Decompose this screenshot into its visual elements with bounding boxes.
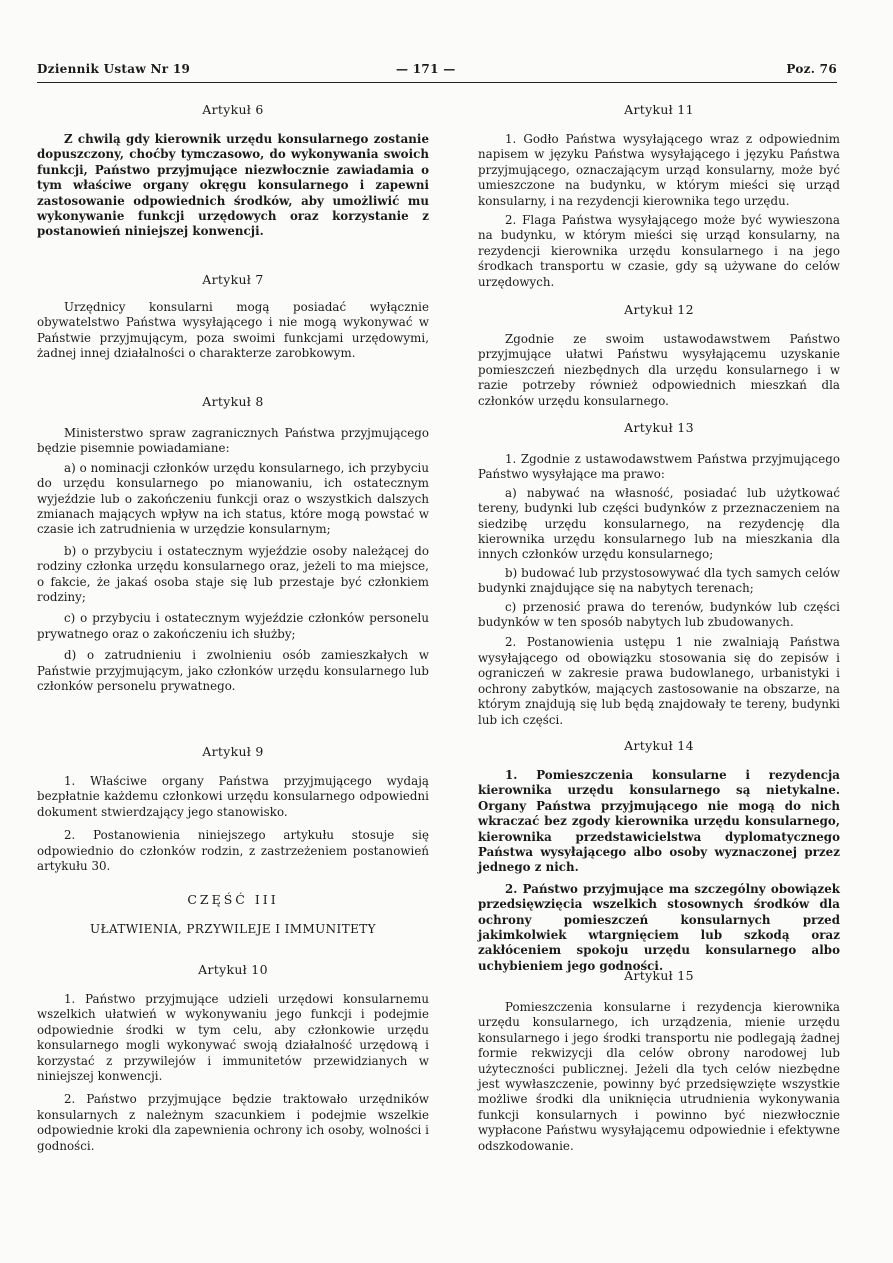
article-title: Artykuł 15: [624, 968, 694, 983]
article-13: [478, 420, 840, 435]
part-heading: [37, 892, 429, 907]
article-10-body: [37, 992, 429, 1154]
article-14: [478, 738, 840, 753]
article-title: Artykuł 11: [624, 102, 694, 117]
list-item: c) przenosić prawa do terenów, budynków lub części budynków w ten sposób nabytych lub zbudowanych.: [478, 599, 840, 630]
article-8-body: [37, 426, 429, 695]
list-item: b) o przybyciu i ostatecznym wyjeździe osoby należącej do rodziny członka urzędu konsularnego oraz, jeżeli to ma miejsce, o fakcie, że jakaś osoba staje się lub przestaje być członkiem rodziny;: [37, 543, 429, 605]
article-11: [478, 102, 840, 117]
list-item: a) o nominacji członków urzędu konsularnego, ich przybyciu do urzędu konsularnego po mianowaniu, ich ostatecznym wyjeździe lub o zakończeniu funkcji oraz o wszystkich dalszych zmianach mających wpływ na ich status, które mogą powstać w czasie ich zatrudnienia w urzędzie konsularnym;: [37, 460, 429, 537]
article-11-body: [478, 132, 840, 290]
article-14-body: [478, 768, 840, 974]
article-9: [37, 744, 429, 759]
article-15: [478, 968, 840, 983]
article-7-body: [37, 300, 429, 362]
article-title: Artykuł 14: [624, 738, 694, 753]
paragraph: 1. Zgodnie z ustawodawstwem Państwa przyjmującego Państwo wysyłające ma prawo:: [478, 452, 840, 482]
article-9-body: [37, 774, 429, 874]
article-6-body: [37, 132, 429, 240]
journal-title: Dziennik Ustaw Nr 19: [37, 62, 191, 76]
article-13-body: [478, 452, 840, 728]
article-title: Artykuł 13: [624, 420, 694, 435]
position-number: Poz. 76: [786, 62, 837, 76]
paragraph: 1. Godło Państwa wysyłającego wraz z odpowiednim napisem w języku Państwa wysyłającego i języku Państwa przyjmującego, oznaczającym urząd konsularny, może być umieszczone na budynku, w którym mieści się urząd konsularny, i na rezydencji kierownika tego urzędu.: [478, 132, 840, 208]
list-item: b) budować lub przystosowywać dla tych samych celów budynki znajdujące się na nabytych terenach;: [478, 565, 840, 596]
article-title: Artykuł 9: [202, 744, 264, 759]
part-title: CZĘŚĆ III: [187, 892, 279, 907]
paragraph: Ministerstwo spraw zagranicznych Państwa przyjmującego będzie pisemnie powiadamiane:: [37, 426, 429, 456]
paragraph: Pomieszczenia konsularne i rezydencja kierownika urzędu konsularnego, ich urządzenia, mienie urzędu konsularnego i jego środki transportu nie podlegają żadnej formie rekwizycji dla celów obrony narodowej lub użyteczności publicznej. Jeżeli dla tych celów niezbędne jest wywłaszczenie, powinny być przedsięwzięte wszystkie możliwe środki dla uniknięcia utrudnienia wykonywania funkcji konsularnych i powinno być niezwłocznie wypłacone Państwu wysyłającemu odpowiednie i efektywne odszkodowanie.: [478, 1000, 840, 1153]
article-title: Artykuł 7: [202, 272, 264, 287]
paragraph: 1. Państwo przyjmujące udzieli urzędowi konsularnemu wszelkich ułatwień w wykonywaniu jego funkcji i podejmie odpowiednie środki w tym celu, aby członkowie urzędu konsularnego mogli wykonywać swoją działalność urzędową i korzystać z przywilejów i immunitetów przewidzianych w niniejszej konwencji.: [37, 992, 429, 1084]
article-title: Artykuł 6: [202, 102, 264, 117]
paragraph: 1. Właściwe organy Państwa przyjmującego wydają bezpłatnie każdemu członkowi urzędu konsularnego odpowiedni dokument stwierdzający jego stanowisko.: [37, 774, 429, 819]
list-item: c) o przybyciu i ostatecznym wyjeździe członków personelu prywatnego oraz o zakończeniu ich służby;: [37, 611, 429, 641]
article-6: [37, 102, 429, 117]
article-12-body: [478, 332, 840, 409]
paragraph: 2. Postanowienia niniejszego artykułu stosuje się odpowiednio do członków rodzin, z zastrzeżeniem postanowień artykułu 30.: [37, 828, 429, 874]
paragraph: Urzędnicy konsularni mogą posiadać wyłącznie obywatelstwo Państwa wysyłającego i nie mogą wykonywać w Państwie przyjmującym, poza swoimi funkcjami urzędowymi, żadnej innej działalności o charakterze zarobkowym.: [37, 300, 429, 361]
paragraph: 2. Postanowienia ustępu 1 nie zwalniają Państwa wysyłającego od obowiązku stosowania się do zepisów i ograniczeń w zakresie prawa budowlanego, urbanistyki i ochrony zabytków, mających zastosowanie na obszarze, na którym znajdują się lub będą znajdowały te tereny, budynki lub ich części.: [478, 635, 840, 727]
article-title: Artykuł 12: [624, 302, 694, 317]
article-7: [37, 272, 429, 287]
list-item: d) o zatrudnieniu i zwolnieniu osób zamieszkałych w Państwie przyjmującym, jako członków urzędu konsularnego lub członków personelu prywatnego.: [37, 648, 429, 694]
paragraph: 2. Flaga Państwa wysyłającego może być wywieszona na budynku, w którym mieści się urząd konsularny, na rezydencji kierownika urzędu konsularnego i na jego środkach transportu w czasie, gdy są używane do celów urzędowych.: [478, 213, 840, 289]
article-12: [478, 302, 840, 317]
part-subheading: [37, 922, 429, 937]
page-number: — 171 —: [396, 62, 456, 76]
paragraph: 2. Państwo przyjmujące będzie traktowało urzędników konsularnych z należnym szacunkiem i podejmie wszelkie odpowiednie kroki dla zapewnienia ochrony ich osoby, wolności i godności.: [37, 1092, 429, 1153]
paragraph: Zgodnie ze swoim ustawodawstwem Państwo przyjmujące ułatwi Państwu wysyłającemu uzyskanie pomieszczeń niezbędnych dla urzędu konsularnego i w razie potrzeby również odpowiednich mieszkań dla członków urzędu konsularnego.: [478, 332, 840, 408]
paragraph: 1. Pomieszczenia konsularne i rezydencja kierownika urzędu konsularnego są nietykalne. Organy Państwa przyjmującego nie mogą do nich wkraczać bez zgody kierownika urzędu konsularnego, kierownika przedstawicielstwa dyplomatycznego Państwa wysyłającego albo osoby wyznaczonej przez jednego z nich.: [478, 768, 840, 875]
article-title: Artykuł 10: [198, 962, 268, 977]
paragraph: Z chwilą gdy kierownik urzędu konsularnego zostanie dopuszczony, choćby tymczasowo, do wykonywania swoich funkcji, Państwo przyjmujące niezwłocznie zawiadamia o tym właściwe organy okręgu konsularnego i zapewni zastosowanie odpowiednich środków, aby umożliwić mu wykonywanie funkcji urzędowych oraz korzystanie z postanowień niniejszej konwencji.: [37, 132, 429, 239]
article-10: [37, 962, 429, 977]
paragraph: 2. Państwo przyjmujące ma szczególny obowiązek przedsięwzięcia wszelkich stosownych środków dla ochrony pomieszczeń konsularnych przed jakimkolwiek wtargnięciem lub szkodą oraz zakłóceniem spokoju urzędu konsularnego albo uchybieniem jego godności.: [478, 881, 840, 973]
article-title: Artykuł 8: [202, 394, 264, 409]
page-header: [37, 60, 837, 83]
article-8: [37, 394, 429, 409]
article-15-body: [478, 1000, 840, 1154]
part-subtitle: UŁATWIENIA, PRZYWILEJE I IMMUNITETY: [90, 922, 376, 936]
list-item: a) nabywać na własność, posiadać lub użytkować tereny, budynki lub części budynków z przeznaczeniem na siedzibę urzędu konsularnego, na rezydencję dla kierownika urzędu konsularnego lub na mieszkania dla innych członków urzędu konsularnego;: [478, 485, 840, 562]
